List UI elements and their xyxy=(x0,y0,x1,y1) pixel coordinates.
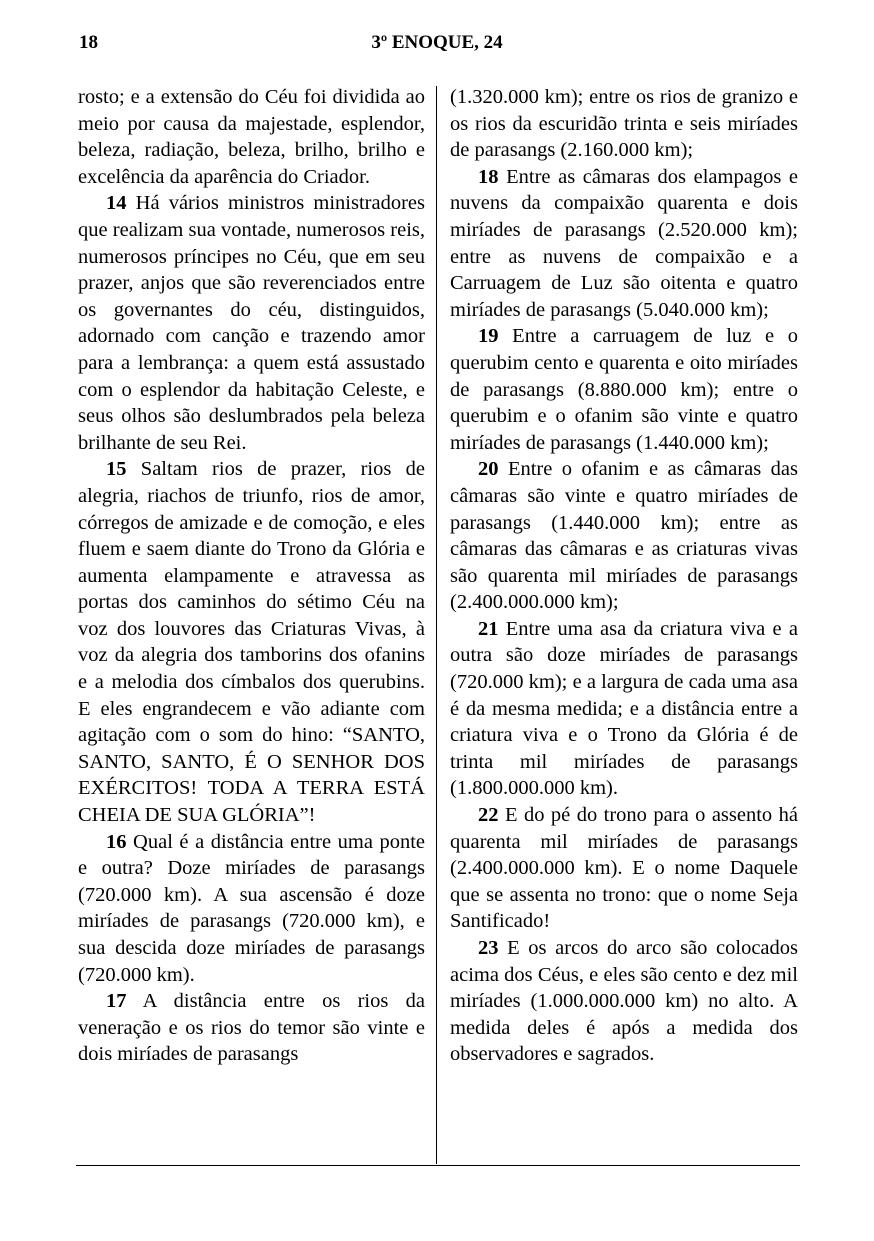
running-head-title: 3º ENOQUE, 24 xyxy=(371,32,503,53)
verse-number: 17 xyxy=(106,990,127,1013)
verse-text: E do pé do trono para o assento há quarenta mil miríades de parasangs (2.400.000.000 km). E o nome Daquele que se assenta no trono: que o nome Seja Santificado! xyxy=(450,804,798,933)
verse-number: 20 xyxy=(478,458,499,481)
verse-number: 16 xyxy=(106,830,127,853)
verse-text: Qual é a distância entre uma ponte e outra? Doze miríades de parasangs (720.000 km). A sua ascensão é doze miríades de parasangs (720.000 km), e sua descida doze miríades de parasangs (720.000 km). xyxy=(78,830,425,986)
verse-text: Entre o ofanim e as câmaras das câmaras são vinte e quatro miríades de parasangs (1.440.000 km); entre as câmaras das câmaras e as criaturas vivas são quarenta mil miríades de parasangs (2.400.000.000 km); xyxy=(450,458,798,614)
page-number: 18 xyxy=(79,32,98,53)
verse-23 xyxy=(450,935,798,1068)
verse-number: 23 xyxy=(478,937,499,959)
verse-18 xyxy=(450,164,798,324)
column-divider xyxy=(436,86,437,1164)
verse-14 xyxy=(78,190,425,456)
verse-text: Entre a carruagem de luz e o querubim cento e quarenta e oito miríades de parasangs (8.880.000 km); entre o querubim e o ofanim são vinte e quatro miríades de parasangs (1.440.000 km); xyxy=(450,325,798,454)
verse-16 xyxy=(78,829,425,989)
verse-20 xyxy=(450,456,798,616)
verse-text: Entre as câmaras dos elampagos e nuvens da compaixão quarenta e dois miríades de parasangs (2.520.000 km); entre as nuvens de compaixão e a Carruagem de Luz são oitenta e quatro miríades de parasangs (5.040.000 km); xyxy=(450,165,798,321)
verse-19 xyxy=(450,323,798,456)
paragraph-continuation: (1.320.000 km); entre os rios de granizo e os rios da escuridão trinta e seis miríades de parasangs (2.160.000 km); xyxy=(450,86,798,162)
verse-text: A distância entre os rios da veneração e os rios do temor são vinte e dois miríades de parasangs xyxy=(78,990,425,1066)
verse-21 xyxy=(450,616,798,802)
verse-text: Há vários ministros ministradores que realizam sua vontade, numerosos reis, numerosos príncipes no Céu, que em seu prazer, anjos que são reverenciados entre os governantes do céu, distinguidos, adornado com canção e trazendo amor para a lembrança: a quem está assustado com o esplendor da habitação Celeste, e seus olhos são deslumbrados pela beleza brilhante de seu Rei. xyxy=(78,192,425,454)
verse-17 xyxy=(78,988,425,1068)
verse-15 xyxy=(78,456,425,828)
verse-text: Entre uma asa da criatura viva e a outra são doze miríades de parasangs (720.000 km); e a largura de cada uma asa é da mesma medida; e a distância entre a criatura viva e o Trono da Glória é de trinta mil miríades de parasangs (1.800.000.000 km). xyxy=(450,617,798,800)
left-column xyxy=(78,84,425,1068)
verse-text: Saltam rios de prazer, rios de alegria, riachos de triunfo, rios de amor, córregos de amizade e de comoção, e eles fluem e saem diante do Trono da Glória e aumenta elampamente e atravessa as portas dos caminhos do sétimo Céu na voz dos louvores das Criaturas Vivas, à voz da alegria dos tamborins dos ofanins e a melodia dos címbalos dos querubins. E eles engrandecem e vão adiante com agitação com o som do hino: “SANTO, SANTO, SANTO, É O SENHOR DOS EXÉRCITOS! TODA A TERRA ESTÁ CHEIA DE SUA GLÓRIA”! xyxy=(78,458,425,827)
verse-number: 19 xyxy=(478,325,499,348)
verse-number: 15 xyxy=(106,458,127,481)
bottom-rule xyxy=(76,1165,800,1166)
paragraph-continuation: rosto; e a extensão do Céu foi dividida ao meio por causa da majestade, esplendor, beleza, radiação, beleza, brilho, brilho e excelência da aparência do Criador. xyxy=(78,86,425,188)
verse-number: 21 xyxy=(478,617,499,640)
verse-22 xyxy=(450,802,798,935)
verse-number: 18 xyxy=(478,165,499,188)
verse-text: E os arcos do arco são colocados acima dos Céus, e eles são cento e dez mil miríades (1.000.000.000 km) no alto. A medida deles é após a medida dos observadores e sagrados. xyxy=(450,937,798,1066)
verse-number: 14 xyxy=(106,192,127,215)
verse-number: 22 xyxy=(478,804,499,827)
right-column xyxy=(450,84,798,1068)
